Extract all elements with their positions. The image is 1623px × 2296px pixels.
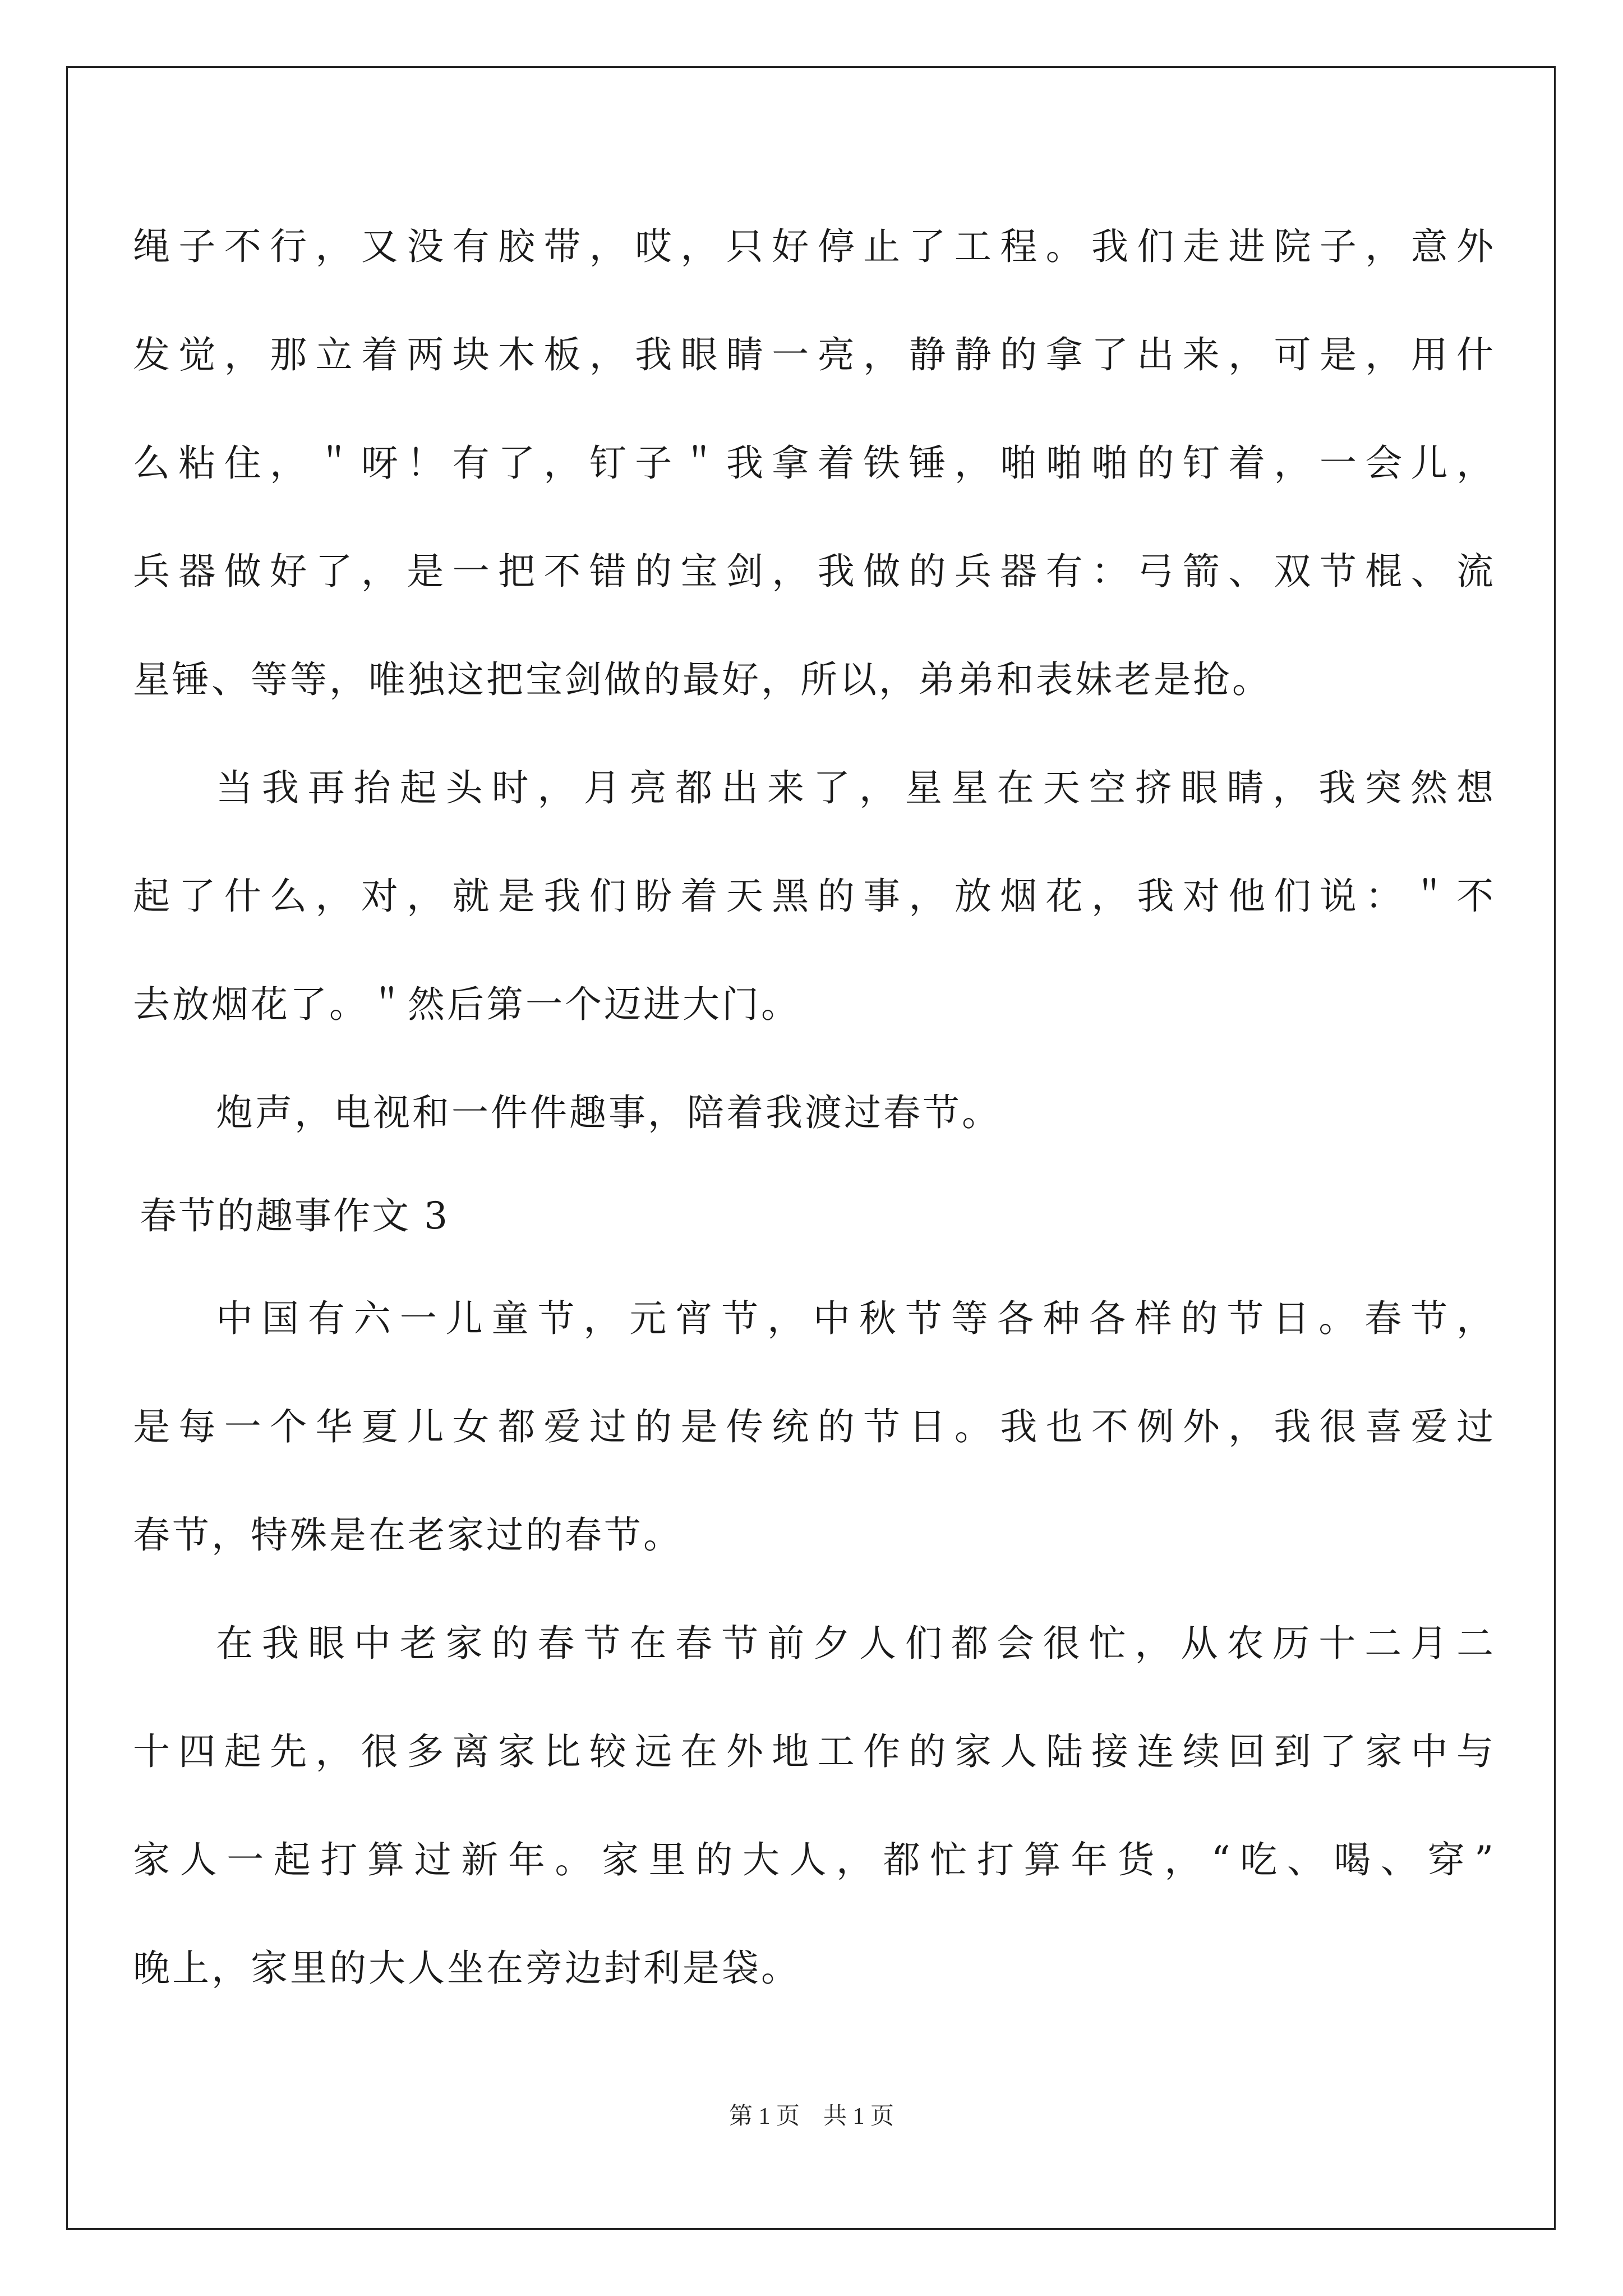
text-line: 发觉，那立着两块木板，我眼睛一亮，静静的拿了出来，可是，用什: [133, 333, 1496, 376]
text-line: 炮声，电视和一件件趣事，陪着我渡过春节。: [216, 1091, 1001, 1134]
text-line: 绳子不行，又没有胶带，哎，只好停止了工程。我们走进院子，意外: [133, 225, 1496, 268]
text-line: 星锤、等等，唯独这把宝剑做的最好，所以，弟弟和表妹老是抢。: [133, 658, 1271, 701]
text-line: 兵器做好了，是一把不错的宝剑，我做的兵器有：弓箭、双节棍、流: [133, 550, 1496, 593]
text-line: 么粘住，＂呀！有了，钉子＂我拿着铁锤，啪啪啪的钉着，一会儿，: [133, 441, 1496, 485]
text-line: 起了什么，对，就是我们盼着天黑的事，放烟花，我对他们说：＂不: [133, 875, 1496, 918]
section-heading: 春节的趣事作文 3: [140, 1194, 449, 1237]
text-line: 家人一起打算过新年。家里的大人，都忙打算年货，“吃、喝、穿”: [133, 1838, 1496, 1881]
text-line: 十四起先，很多离家比较远在外地工作的家人陆接连续回到了家中与: [133, 1730, 1496, 1773]
text-line: 春节，特殊是在老家过的春节。: [133, 1513, 683, 1557]
text-line: 晚上，家里的大人坐在旁边封利是袋。: [133, 1947, 800, 1990]
text-line: 当我再抬起头时，月亮都出来了，星星在天空挤眼睛，我突然想: [216, 766, 1496, 809]
page-footer: 第 1 页 共 1 页: [728, 2104, 894, 2129]
page-border: [66, 66, 1556, 2230]
text-line: 中国有六一儿童节，元宵节，中秋节等各种各样的节日。春节，: [216, 1297, 1496, 1340]
text-line: 在我眼中老家的春节在春节前夕人们都会很忙，从农历十二月二: [216, 1622, 1496, 1665]
text-line: 去放烟花了。＂然后第一个迈进大门。: [133, 983, 800, 1026]
text-line: 是每一个华夏儿女都爱过的是传统的节日。我也不例外，我很喜爱过: [133, 1405, 1496, 1448]
